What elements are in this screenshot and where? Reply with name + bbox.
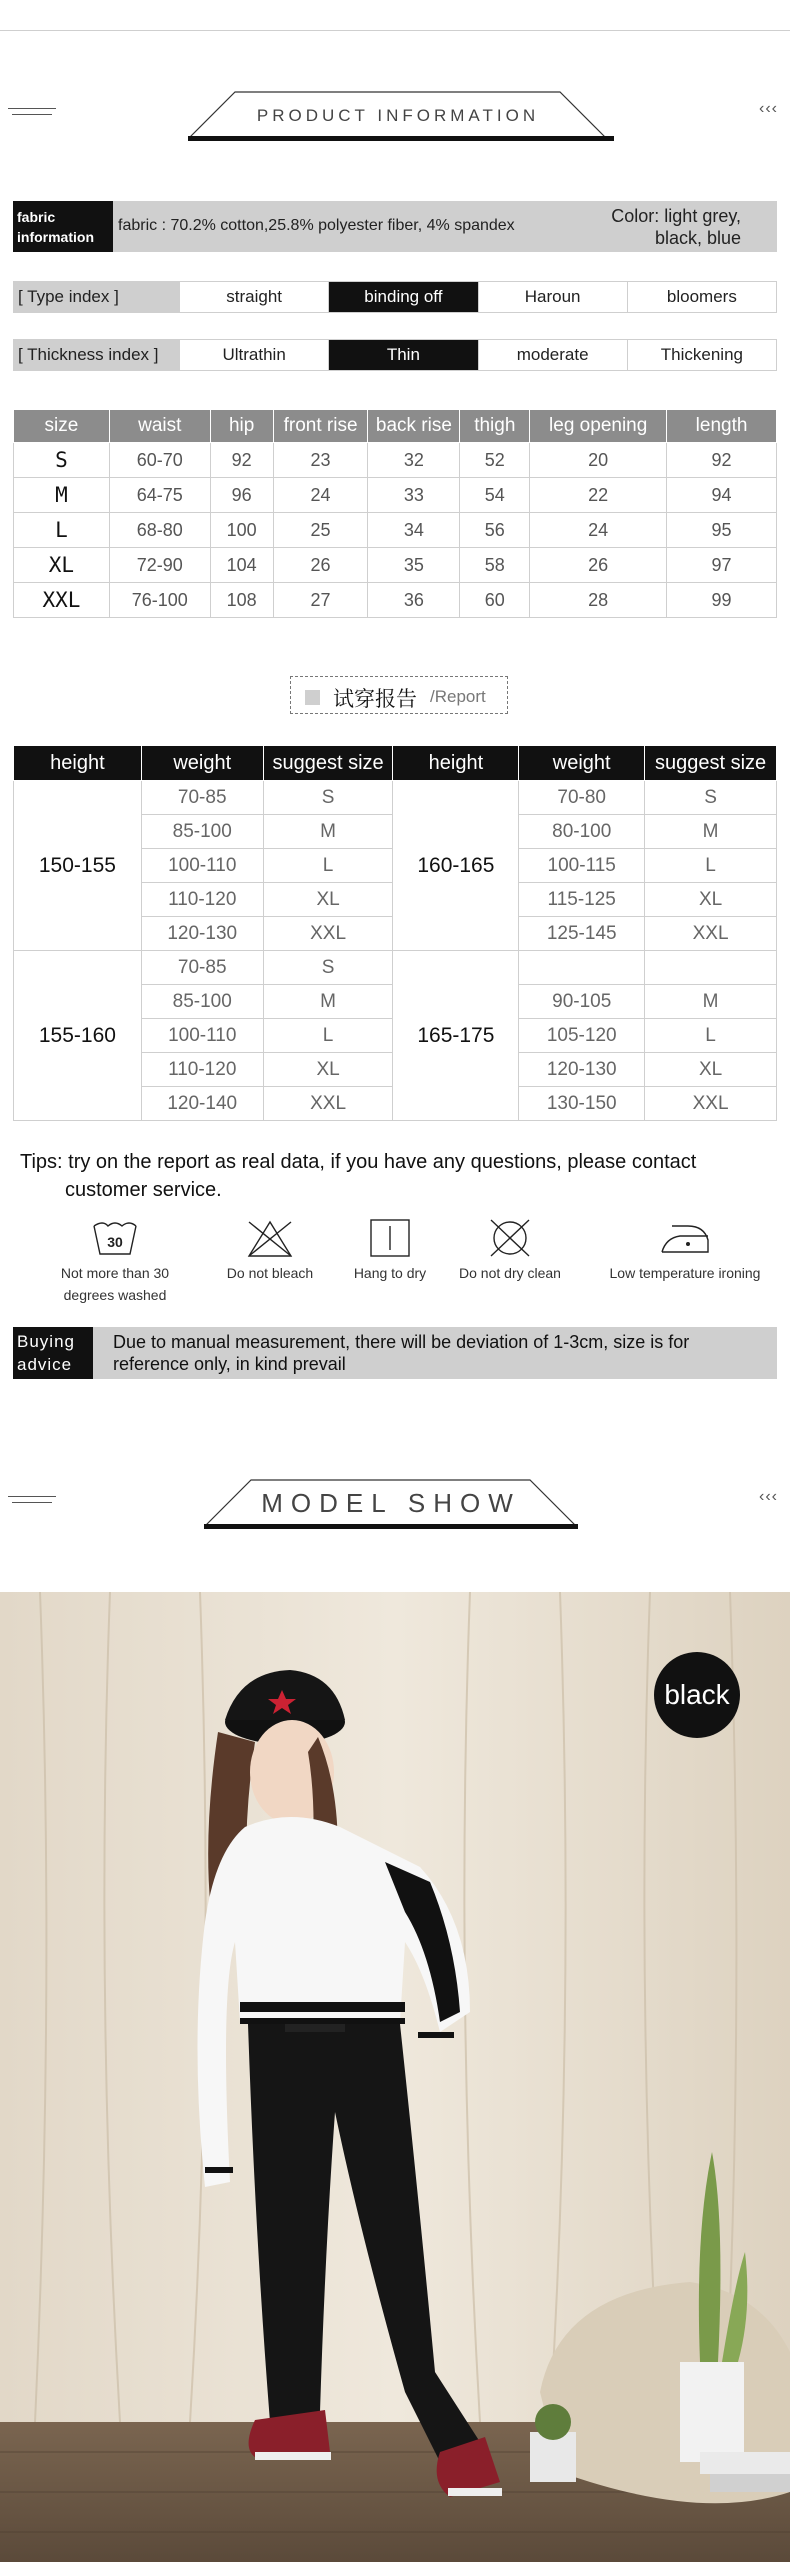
column-header: height <box>14 746 142 781</box>
measurement-cell: 36 <box>368 583 460 618</box>
thickness-option-thickening: Thickening <box>627 340 776 370</box>
care-item <box>50 1218 180 1306</box>
suggest-size-cell: L <box>263 849 393 883</box>
measurement-cell: 95 <box>667 513 777 548</box>
product-info-header <box>0 90 790 160</box>
measurement-cell: 23 <box>273 443 368 478</box>
fabric-info-label <box>13 201 113 252</box>
weight-cell: 100-110 <box>141 1019 263 1053</box>
tips-line: customer service. <box>65 1179 222 1201</box>
column-header: hip <box>210 410 273 443</box>
height-range-cell: 150-155 <box>14 781 142 951</box>
type-option-straight: straight <box>179 282 328 312</box>
buying-advice-label <box>13 1327 93 1379</box>
suggest-size-cell: XXL <box>263 917 393 951</box>
color-options <box>611 205 741 249</box>
column-header: thigh <box>460 410 530 443</box>
table-row <box>14 443 777 478</box>
model-photo-illustration <box>0 1592 790 2562</box>
column-header: leg opening <box>530 410 667 443</box>
height-range-cell: 155-160 <box>14 951 142 1121</box>
column-header: waist <box>109 410 210 443</box>
fabric-composition: fabric : 70.2% cotton,25.8% polyester fiber, 4% spandex <box>118 217 515 234</box>
care-label: degrees washed <box>63 1287 167 1303</box>
buying-advice-row <box>13 1327 777 1379</box>
column-header: weight <box>141 746 263 781</box>
suggest-size-cell: M <box>263 815 393 849</box>
column-header: suggest size <box>263 746 393 781</box>
table-row <box>14 548 777 583</box>
suggest-size-cell: XXL <box>645 917 777 951</box>
weight-cell: 130-150 <box>519 1087 645 1121</box>
weight-cell: 85-100 <box>141 815 263 849</box>
hang-dry-icon <box>363 1218 417 1258</box>
weight-cell: 125-145 <box>519 917 645 951</box>
weight-cell: 115-125 <box>519 883 645 917</box>
wash-temp-label: 30 <box>107 1234 123 1250</box>
measurement-cell: 24 <box>530 513 667 548</box>
size-cell: M <box>14 478 110 513</box>
suggest-size-cell <box>645 951 777 985</box>
fabric-label-line: fabric <box>17 209 56 225</box>
table-row <box>14 478 777 513</box>
report-title-en: /Report <box>430 687 486 706</box>
report-label <box>290 676 508 714</box>
suggest-size-cell: XL <box>645 1053 777 1087</box>
report-title-cn: 试穿报告 <box>333 688 417 711</box>
low-iron-icon <box>658 1218 712 1258</box>
measurement-cell: 35 <box>368 548 460 583</box>
type-option-bloomers: bloomers <box>627 282 776 312</box>
suggest-size-cell: XL <box>645 883 777 917</box>
fabric-info-row <box>13 201 777 252</box>
suggest-size-cell: S <box>263 951 393 985</box>
measurement-cell: 52 <box>460 443 530 478</box>
color-line: Color: light grey, <box>611 206 741 226</box>
care-item <box>590 1218 780 1284</box>
thickness-option-thin: Thin <box>328 340 477 370</box>
buying-advice-text: Due to manual measurement, there will be deviation of 1-3cm, size is for reference only, in kind prevail <box>113 1332 690 1374</box>
measurement-cell: 92 <box>667 443 777 478</box>
measurement-cell: 26 <box>273 548 368 583</box>
column-header: front rise <box>273 410 368 443</box>
care-item <box>450 1218 570 1284</box>
measurement-cell: 108 <box>210 583 273 618</box>
size-table-header <box>14 410 777 443</box>
height-range-cell: 160-165 <box>393 781 519 951</box>
care-label: Not more than 30 <box>60 1265 170 1281</box>
model-photo <box>0 1592 790 2562</box>
suggest-size-cell: L <box>263 1019 393 1053</box>
table-row <box>14 583 777 618</box>
no-dry-clean-icon <box>483 1218 537 1258</box>
color-badge: black <box>654 1652 740 1738</box>
column-header: size <box>14 410 110 443</box>
thickness-option-ultrathin: Ultrathin <box>179 340 328 370</box>
weight-cell: 120-130 <box>141 917 263 951</box>
measurement-cell: 26 <box>530 548 667 583</box>
type-option-haroun: Haroun <box>478 282 627 312</box>
care-label: Do not bleach <box>226 1265 314 1281</box>
fabric-label-line: information <box>17 229 94 245</box>
suggest-size-cell: M <box>263 985 393 1019</box>
measurement-cell: 60 <box>460 583 530 618</box>
type-option-binding-off: binding off <box>328 282 477 312</box>
weight-cell: 80-100 <box>519 815 645 849</box>
column-header: height <box>393 746 519 781</box>
weight-cell: 110-120 <box>141 1053 263 1087</box>
tips-line: Tips: try on the report as real data, if you have any questions, please contact <box>20 1151 697 1173</box>
suggest-table-header <box>14 746 777 781</box>
suggest-size-cell: M <box>645 815 777 849</box>
size-cell: XXL <box>14 583 110 618</box>
weight-cell: 90-105 <box>519 985 645 1019</box>
measurement-cell: 24 <box>273 478 368 513</box>
thickness-option-moderate: moderate <box>478 340 627 370</box>
care-item <box>205 1218 335 1284</box>
thickness-index-row <box>13 339 777 371</box>
care-label: Hang to dry <box>353 1265 427 1281</box>
suggest-size-cell: XXL <box>645 1087 777 1121</box>
height-range-cell: 165-175 <box>393 951 519 1121</box>
measurement-cell: 58 <box>460 548 530 583</box>
measurement-cell: 32 <box>368 443 460 478</box>
chevrons-icon: ‹‹‹ <box>759 100 778 117</box>
measurement-cell: 104 <box>210 548 273 583</box>
no-bleach-icon <box>243 1218 297 1258</box>
top-divider <box>0 30 790 31</box>
weight-cell: 110-120 <box>141 883 263 917</box>
suggest-size-cell: L <box>645 849 777 883</box>
measurement-cell: 27 <box>273 583 368 618</box>
weight-cell: 105-120 <box>519 1019 645 1053</box>
measurement-cell: 60-70 <box>109 443 210 478</box>
care-label: Do not dry clean <box>459 1265 561 1281</box>
suggest-size-cell: XL <box>263 883 393 917</box>
measurement-cell: 94 <box>667 478 777 513</box>
type-index-row <box>13 281 777 313</box>
tips-text <box>20 1148 720 1204</box>
table-row <box>14 513 777 548</box>
column-header: back rise <box>368 410 460 443</box>
measurement-cell: 68-80 <box>109 513 210 548</box>
type-index-label: [ Type index ] <box>14 282 179 312</box>
measurement-cell: 28 <box>530 583 667 618</box>
weight-cell: 70-85 <box>141 951 263 985</box>
wash-30-icon <box>88 1218 142 1258</box>
weight-cell: 70-80 <box>519 781 645 815</box>
measurement-cell: 64-75 <box>109 478 210 513</box>
weight-cell: 85-100 <box>141 985 263 1019</box>
care-instructions <box>0 1218 790 1318</box>
thickness-index-label: [ Thickness index ] <box>14 340 179 370</box>
suggest-size-table <box>13 745 777 1121</box>
measurement-cell: 22 <box>530 478 667 513</box>
size-table <box>13 409 777 618</box>
measurement-cell: 72-90 <box>109 548 210 583</box>
column-header: length <box>667 410 777 443</box>
measurement-cell: 25 <box>273 513 368 548</box>
table-row <box>14 951 777 985</box>
section-title: PRODUCT INFORMATION <box>256 106 540 125</box>
weight-cell: 70-85 <box>141 781 263 815</box>
size-cell: S <box>14 443 110 478</box>
measurement-cell: 34 <box>368 513 460 548</box>
suggest-size-cell: XL <box>263 1053 393 1087</box>
suggest-size-cell: S <box>263 781 393 815</box>
measurement-cell: 33 <box>368 478 460 513</box>
measurement-cell: 92 <box>210 443 273 478</box>
size-cell: L <box>14 513 110 548</box>
suggest-size-cell: XXL <box>263 1087 393 1121</box>
model-show-header <box>0 1478 790 1548</box>
measurement-cell: 76-100 <box>109 583 210 618</box>
buying-label-line: Buying <box>17 1332 75 1351</box>
report-square-icon <box>305 690 320 705</box>
table-row <box>14 781 777 815</box>
suggest-size-cell: M <box>645 985 777 1019</box>
chevrons-icon: ‹‹‹ <box>759 1488 778 1505</box>
measurement-cell: 100 <box>210 513 273 548</box>
section-title: MODEL SHOW <box>261 1488 521 1518</box>
measurement-cell: 97 <box>667 548 777 583</box>
care-label: Low temperature ironing <box>609 1265 761 1281</box>
weight-cell: 100-110 <box>141 849 263 883</box>
care-item <box>330 1218 450 1284</box>
size-cell: XL <box>14 548 110 583</box>
color-line: black, blue <box>654 228 741 248</box>
suggest-size-cell: S <box>645 781 777 815</box>
suggest-size-cell: L <box>645 1019 777 1053</box>
buying-label-line: advice <box>17 1355 73 1374</box>
measurement-cell: 54 <box>460 478 530 513</box>
column-header: suggest size <box>645 746 777 781</box>
weight-cell <box>519 951 645 985</box>
weight-cell: 120-130 <box>519 1053 645 1087</box>
measurement-cell: 56 <box>460 513 530 548</box>
measurement-cell: 99 <box>667 583 777 618</box>
measurement-cell: 96 <box>210 478 273 513</box>
measurement-cell: 20 <box>530 443 667 478</box>
weight-cell: 100-115 <box>519 849 645 883</box>
column-header: weight <box>519 746 645 781</box>
weight-cell: 120-140 <box>141 1087 263 1121</box>
